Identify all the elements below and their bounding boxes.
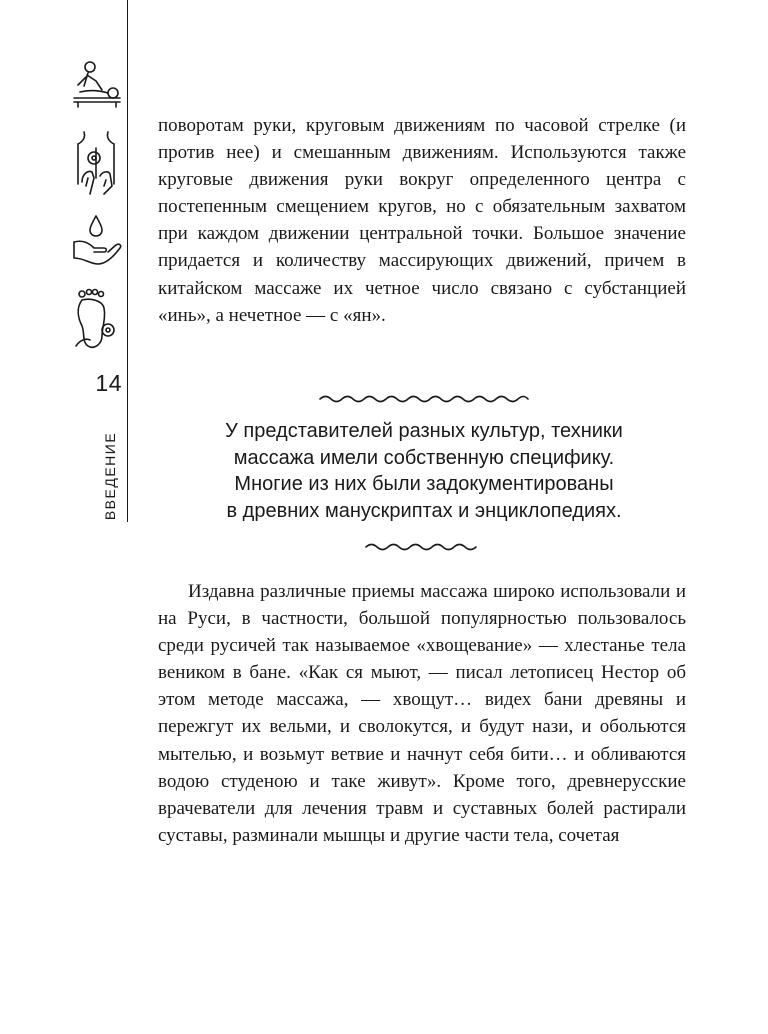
pull-quote-line: массажа имели собственную специфику. — [233, 446, 615, 469]
margin-rule — [127, 0, 128, 522]
pull-quote-line: Многие из них были задокументированы — [234, 473, 614, 495]
body-paragraph-1: поворотам руки, круговым движениям по часовой стрелке (и против нее) и смешанным движениям. Используются также круговые движения руки вокруг определенного центра с постепенным смещением кругов, но с обязательным захватом при каждом движении центральной точки. Большое значение придается и количеству массирующих движений, причем в китайском массаже их четное число связано с субстанцией «инь», а нечетное — с «ян». — [158, 115, 686, 326]
pull-quote-line: У представителей разных культур, техники — [225, 420, 623, 442]
hand-drop-icon — [70, 212, 124, 268]
foot-massage-icon — [70, 288, 124, 352]
back-massage-icon — [70, 128, 122, 200]
section-label: ВВЕДЕНИЕ — [102, 431, 118, 521]
page-number: 14 — [95, 370, 122, 396]
pull-quote — [160, 418, 688, 524]
massage-table-icon — [68, 60, 126, 110]
pull-quote-line: в древних манускриптах и энциклопедиях. — [226, 499, 622, 522]
body-paragraph-2: Издавна различные приемы массажа широко использовали и на Руси, в частности, большой популярностью пользовалось среди русичей так называемое «хвощевание» — хлестанье тела веником в бане. «Как ся мыют, — писал летописец Нестор об этом методе массажа, — хвощут… видех бани древяны и пережгут их вельми, и сволокутся, и будут нази, и обольются мытелью, и возьмут ветвие и начнут себя бити… и обливаются водою студеною и таке живут». Кроме того, древнерусские врачеватели для лечения травм и суставных болей растирали суставы, разминали мышцы и другие части тела, сочетая — [158, 581, 686, 846]
wave-ornament-bottom — [364, 540, 480, 559]
wave-ornament-top — [318, 392, 530, 411]
